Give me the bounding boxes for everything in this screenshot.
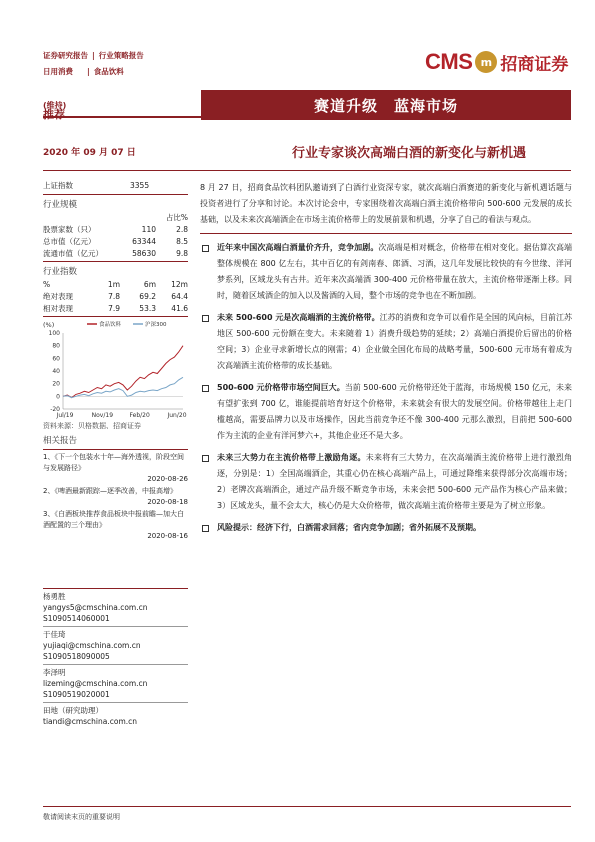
scale-title: 行业规模	[43, 200, 78, 210]
index-row	[43, 178, 188, 192]
bullet-lead: 风险提示：经济下行，白酒需求回落；省内竞争加剧；省外拓展不及预期。	[217, 523, 481, 532]
logo-latin: CMS	[425, 49, 473, 74]
logo-mark-icon: m	[475, 51, 497, 73]
bullet-box-icon	[202, 455, 209, 462]
analyst-email[interactable]: yangys5@cmschina.com.cn	[43, 603, 148, 612]
bullet-lead: 未来 500-600 元是次高端酒的主流价格带。	[217, 313, 380, 322]
analyst-name: 李泽明	[43, 668, 66, 677]
index-value: 3355	[130, 180, 150, 190]
y-tick-label: 60	[52, 355, 60, 363]
separator: |	[92, 51, 95, 60]
report-subcategory: 行业策略报告	[98, 51, 144, 60]
y-tick-label: 80	[52, 342, 60, 350]
related-report-title: 1、《下一个包装水十年—海外透视，阶段空间与发展路径》	[43, 453, 184, 472]
divider	[43, 261, 188, 262]
rating-box	[43, 90, 201, 121]
divider	[43, 588, 188, 589]
series-line	[63, 346, 183, 398]
bullet-point	[200, 520, 572, 536]
title-rule	[43, 170, 571, 171]
related-report-date: 2020-08-26	[147, 475, 188, 483]
divider	[43, 316, 188, 317]
x-tick-label: Feb/20	[129, 412, 150, 419]
perf-head-6m: 6m	[143, 279, 156, 289]
related-report[interactable]	[43, 509, 188, 542]
scale-header	[43, 211, 188, 223]
analyst-email[interactable]: yujiaqi@cmschina.com.cn	[43, 641, 141, 650]
analyst	[43, 591, 188, 627]
bullet-text	[217, 380, 572, 444]
index-label: 上证指数	[43, 180, 73, 190]
bullet-lead: 未来三大势力在主流价格带上激励角逐。	[217, 453, 366, 462]
legend-label: 食品饮料	[99, 322, 122, 328]
perf-title: 行业指数	[43, 267, 78, 277]
bullet-lead: 500-600 元价格带市场空间巨大。	[217, 383, 345, 392]
report-type-line	[43, 50, 144, 61]
cms-logo	[425, 48, 568, 76]
divider	[43, 626, 188, 627]
bullet-box-icon	[202, 525, 209, 532]
report-body	[200, 180, 572, 536]
series-line	[63, 377, 183, 397]
perf-6m: 69.2	[139, 291, 156, 301]
scale-row-name: 股票家数（只）	[43, 224, 96, 234]
analyst-email[interactable]: tiandi@cmschina.com.cn	[43, 717, 138, 726]
bullet-point	[200, 380, 572, 444]
divider	[43, 449, 188, 450]
legend-label: 沪深300	[145, 322, 167, 328]
perf-1m: 7.9	[108, 303, 120, 313]
perf-head-unit: %	[43, 279, 51, 289]
bullet-body: 当前 500-600 元价格带还处于蓝海，市场规模 150 亿元，未来有望扩张到 700 亿，谁能提前培育好这个价格带，未来就会有很大的发展空间。价格带越往上走门槛越高，需要品牌力以及市场操作，因此当前竞争还不像 300-400 元那么激烈，目前把 500-600 作为主流的企业有洋河梦六+，其他企业还不是大多。	[217, 383, 572, 440]
divider	[200, 233, 572, 234]
bullet-body: 次高端是相对概念，价格带在相对变化。据估算次高端整体规模在 800 亿左右，其中百亿的有剑南春、郎酒、习酒，这几年发展比较快的有今世缘、洋河梦系列，区域龙头有古井。近年来次高端酒 300-400 元价格带量在放大，主流价格带逐渐上移。同时，随着区域酒企的加入以及酱酒的入局，整个市场的竞争也在不断加剧。	[217, 243, 573, 300]
bullet-body: 未来将有三大势力，在次高端酒主流价格带上进行激烈角逐，分别是：1）全国高端酒企，其重心仍在核心高端产品上，可通过降维来获得部分次高端市场；2）老牌次高端酒企，通过产品升级不断竞争市场，未来会把 500-600 元产品作为核心产品来做；3）区域龙头，量不会太大，核心仍是大众价格带，做次高端主流价格带主要是为了树立形象。	[217, 453, 573, 510]
y-tick-label: 0	[56, 393, 60, 401]
divider	[43, 194, 188, 195]
y-tick-label: -20	[50, 406, 60, 413]
analyst-name: 田地（研究助理）	[43, 706, 103, 715]
related-report[interactable]	[43, 452, 188, 485]
x-tick-label: Jun/20	[167, 412, 187, 419]
scale-row-value: 110	[141, 224, 156, 234]
perf-row	[43, 290, 188, 302]
analyst-id: S1090518090005	[43, 652, 110, 661]
analyst-id: S1090514060001	[43, 614, 110, 623]
related-report-title: 3、《白酒板块推荐食品板块中报前瞻—加大白酒配置的三个理由》	[43, 510, 184, 529]
y-tick-label: 20	[52, 380, 60, 388]
scale-col-pct: 占比%	[165, 212, 188, 222]
bullet-body: 江苏的消费和竞争可以看作是全国的风向标，目前江苏地区 500-600 元份额在变大。未来随着 1）消费升级趋势的延续；2）高端白酒提价后留出的价格空间；3）企业寻求新增长点的刚需；4）企业做全国化布局的战略考量，500-600 元市场有着成为次高端酒主流价格带的成长基础。	[217, 313, 572, 370]
bullet-text	[217, 450, 572, 514]
performance-chart	[43, 319, 188, 419]
scale-row-name: 总市值（亿元）	[43, 236, 96, 246]
scale-row-pct: 2.8	[176, 224, 188, 234]
related-report-date: 2020-08-16	[147, 532, 188, 540]
scale-row	[43, 223, 188, 235]
y-tick-label: 40	[52, 368, 60, 375]
related-title: 相关报告	[43, 436, 78, 446]
scale-row	[43, 247, 188, 259]
perf-row-name: 相对表现	[43, 303, 73, 313]
report-date: 2020 年 09 月 07 日	[43, 148, 136, 158]
divider	[43, 702, 188, 703]
y-tick-label: 100	[48, 330, 60, 337]
rating-sub: (维持)	[43, 101, 67, 110]
footer-rule	[43, 806, 571, 807]
bullet-text	[217, 240, 572, 304]
y-axis-unit: (%)	[43, 321, 55, 329]
perf-header	[43, 278, 188, 290]
perf-12m: 41.6	[171, 303, 188, 313]
report-category: 证券研究报告	[43, 51, 88, 60]
perf-row	[43, 302, 188, 314]
rating-label	[43, 98, 67, 121]
industry-name: 食品饮料	[93, 67, 124, 76]
footer-note: 敬请阅读末页的重要说明	[43, 813, 120, 821]
perf-12m: 64.4	[171, 291, 188, 301]
analyst	[43, 629, 188, 665]
bullet-point	[200, 240, 572, 304]
bullet-text	[217, 310, 572, 374]
perf-head-1m: 1m	[107, 279, 120, 289]
scale-row-value: 63344	[132, 236, 156, 246]
analyst	[43, 667, 188, 703]
x-tick-label: Jul/19	[56, 412, 74, 419]
related-report[interactable]	[43, 486, 188, 508]
scale-row-pct: 8.5	[176, 236, 188, 246]
related-report-date: 2020-08-18	[147, 498, 188, 506]
perf-row-name: 绝对表现	[43, 291, 73, 301]
bullet-point	[200, 310, 572, 374]
perf-6m: 53.3	[139, 303, 156, 313]
scale-row	[43, 235, 188, 247]
bullet-box-icon	[202, 245, 209, 252]
industry-line	[43, 66, 124, 77]
bullet-point	[200, 450, 572, 514]
intro-paragraph: 8 月 27 日，招商食品饮料团队邀请到了白酒行业资深专家，就次高端白酒赛道的新变化与新机遇话题与投资者进行了分享和讨论。本次讨论会中，专家围绕着次高端白酒主流价格带向 500-600 元发展的成长基础，以及未来次高端酒企在市场主流价格带上的发展前景和机遇，分享了自己的看法与观点。	[200, 183, 572, 224]
banner-title: 赛道升级 蓝海市场	[201, 90, 571, 120]
analyst-id: S1090519020001	[43, 690, 110, 699]
bullet-box-icon	[202, 315, 209, 322]
rating-value: 推荐	[43, 108, 65, 121]
analyst	[43, 705, 188, 727]
scale-row-value: 58630	[132, 248, 156, 258]
industry-sector: 日用消费	[43, 67, 73, 76]
analyst-email[interactable]: lizeming@cmschina.com.cn	[43, 679, 148, 688]
related-report-title: 2、《啤酒最新跟踪—逐季改善，中报高增》	[43, 487, 177, 495]
analyst-name: 于佳琦	[43, 630, 66, 639]
perf-head-12m: 12m	[171, 279, 188, 289]
scale-row-pct: 9.8	[176, 248, 188, 258]
bullet-box-icon	[202, 385, 209, 392]
bullet-lead: 近年来中国次高端白酒量价齐升，竞争加剧。	[217, 243, 379, 252]
separator: |	[87, 67, 90, 76]
chart-source: 资料来源：贝格数据、招商证券	[43, 422, 141, 430]
scale-row-name: 流通市值（亿元）	[43, 248, 103, 258]
sidebar	[43, 178, 188, 727]
report-title: 行业专家谈次高端白酒的新变化与新机遇	[292, 146, 527, 161]
bullet-text	[217, 520, 572, 536]
logo-cn: 招商证券	[500, 54, 569, 75]
perf-1m: 7.8	[108, 291, 120, 301]
analyst-name: 杨勇胜	[43, 592, 66, 601]
divider	[43, 664, 188, 665]
x-tick-label: Nov/19	[91, 412, 114, 419]
